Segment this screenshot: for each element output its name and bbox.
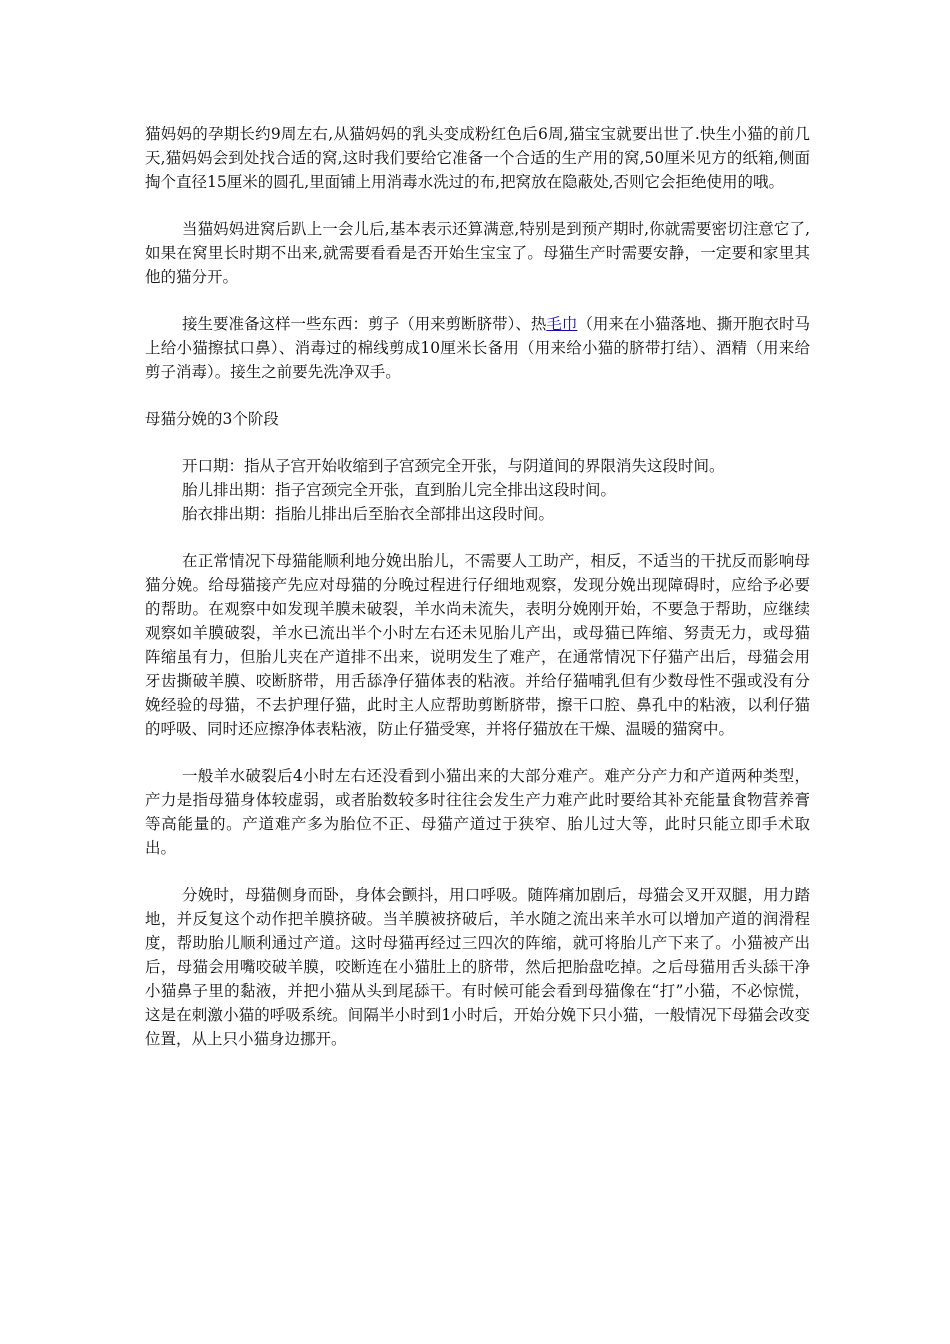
paragraph-nest-watch: 当猫妈妈进窝后趴上一会儿后,基本表示还算满意,特别是到预产期时,你就需要密切注意它了,如果在窝里长时期不出来,就需要看看是否开始生宝宝了。母猫生产时需要安静，一定要和家里其他的猫分开。: [145, 220, 810, 286]
paragraph-supplies: [145, 312, 810, 384]
paragraph-birth-process: 分娩时，母猫侧身而卧，身体会颤抖，用口呼吸。随阵痛加剧后，母猫会叉开双腿，用力踏地，并反复这个动作把羊膜挤破。当羊膜被挤破后，羊水随之流出来羊水可以增加产道的润滑程度，帮助胎儿顺利通过产道。这时母猫再经过三四次的阵缩，就可将胎儿产下来了。小猫被产出后，母猫会用嘴咬破羊膜，咬断连在小猫肚上的脐带，然后把胎盘吃掉。之后母猫用舌头舔干净小猫鼻子里的黏液，并把小猫从头到尾舔干。有时候可能会看到母猫像在“打”小猫，不必惊慌，这是在刺激小猫的呼吸系统。间隔半小时到1小时后，开始分娩下只小猫，一般情况下母猫会改变位置，从上只小猫身边挪开。: [145, 886, 810, 1048]
paragraph-delivery-assist: 在正常情况下母猫能顺利地分娩出胎儿，不需要人工助产，相反，不适当的干扰反而影响母猫分娩。给母猫接产先应对母猫的分晚过程进行仔细地观察，发现分娩出现障碍时，应给予必要的帮助。在观察中如发现羊膜未破裂，羊水尚未流失，表明分娩刚开始，不要急于帮助，应继续观察如羊膜破裂，羊水已流出半个小时左右还未见胎儿产出，或母猫已阵缩、努责无力，或母猫阵缩虽有力，但胎儿夹在产道排不出来，说明发生了难产，在通常情况下仔猫产出后，母猫会用牙齿撕破羊膜、咬断脐带，用舌舔净仔猫体表的粘液。并给仔猫哺乳但有少数母性不强或没有分娩经验的母猫，不去护理仔猫，此时主人应帮助剪断脐带，擦干口腔、鼻孔中的粘液，以利仔猫的呼吸、同时还应擦净体表粘液，防止仔猫受寒，并将仔猫放在干燥、温暖的猫窝中。: [145, 552, 810, 738]
section-heading: 母猫分娩的3个阶段: [145, 410, 279, 428]
stage-afterbirth: 胎衣排出期：指胎儿排出后至胎衣全部排出这段时间。: [182, 505, 555, 523]
supplies-text-start: 接生要准备这样一些东西：剪子（用来剪断脐带）、热: [182, 315, 547, 333]
stage-list: [145, 454, 810, 526]
supplies-text-end: （用来在小猫落地、撕开胞衣时马上给小猫擦拭口鼻）、消毒过的棉线剪成10厘米长备用（用来给小猫的脐带打结）、酒精（用来给剪子消毒）。接生之前要先洗净双手。: [145, 315, 810, 381]
paragraph-dystocia: 一般羊水破裂后4小时左右还没看到小猫出来的大部分难产。难产分产力和产道两种类型，产力是指母猫身体较虚弱，或者胎数较多时往往会发生产力难产此时要给其补充能量食物营养膏等高能量的。产道难产多为胎位不正、母猫产道过于狭窄、胎儿过大等，此时只能立即手术取出。: [145, 767, 810, 857]
towel-link[interactable]: 毛巾: [546, 315, 578, 333]
stage-opening: 开口期：指从子宫开始收缩到子宫颈完全开张，与阴道间的界限消失这段时间。: [182, 457, 725, 475]
document-body: [145, 122, 810, 1074]
stage-fetal-expulsion: 胎儿排出期：指子宫颈完全开张，直到胎儿完全排出这段时间。: [182, 481, 617, 499]
paragraph-gestation: 猫妈妈的孕期长约9周左右,从猫妈妈的乳头变成粉红色后6周,猫宝宝就要出世了.快生小猫的前几天,猫妈妈会到处找合适的窝,这时我们要给它准备一个合适的生产用的窝,50厘米见方的纸箱,侧面掏个直径15厘米的圆孔,里面铺上用消毒水洗过的布,把窝放在隐蔽处,否则它会拒绝使用的哦。: [145, 125, 810, 191]
